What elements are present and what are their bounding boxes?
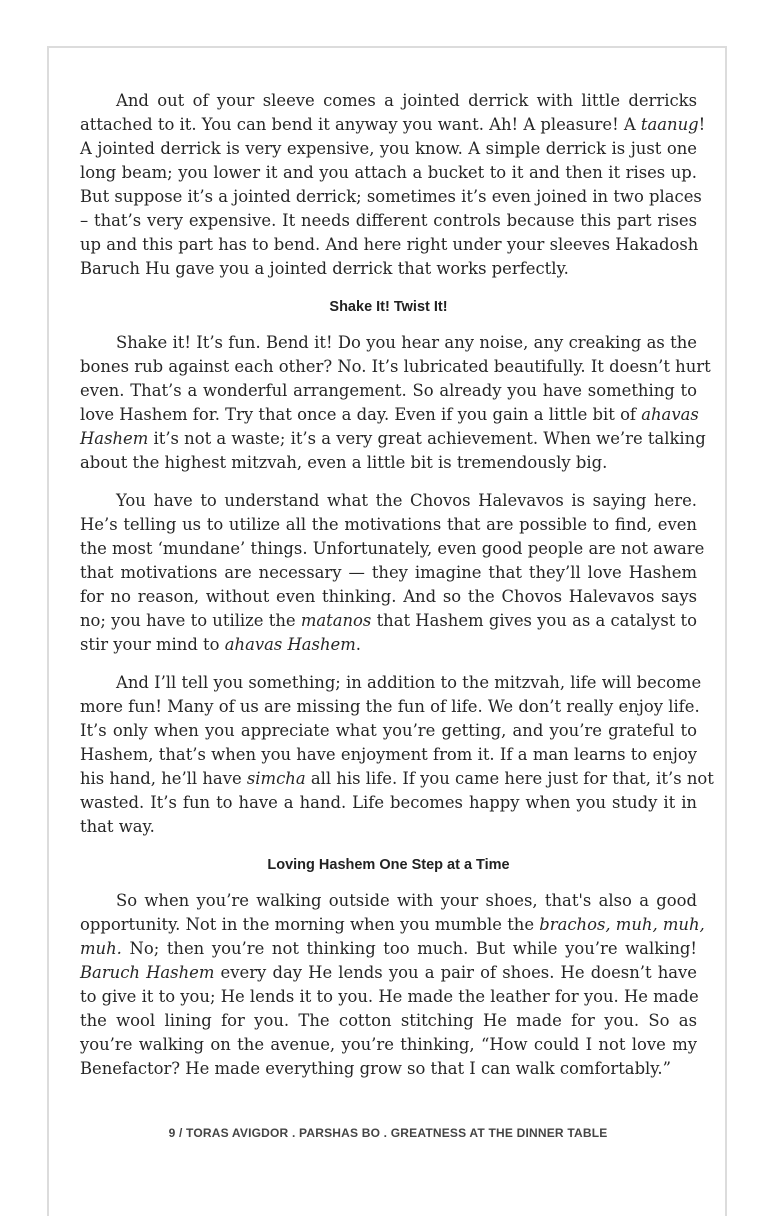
- text-run: that motivations are necessary — they imagine that they’ll love Hashem: [80, 563, 697, 582]
- text-line: [80, 427, 706, 451]
- italic-term: ahavas Hashem: [224, 635, 356, 654]
- text-run: – that’s very expensive. It needs different controls because this part rises: [80, 211, 697, 230]
- paragraph: [80, 889, 705, 1081]
- section-shake-it: [80, 331, 714, 839]
- text-run: more fun! Many of us are missing the fun of life. We don’t really enjoy life.: [80, 697, 700, 716]
- text-run: Benefactor? He made everything grow so that I can walk comfortably.”: [80, 1059, 671, 1078]
- text-line: [80, 489, 697, 513]
- text-line: [80, 185, 702, 209]
- italic-term: brachos, muh, muh,: [539, 915, 705, 934]
- text-line: [80, 561, 697, 585]
- text-line: [80, 233, 697, 257]
- text-run: He’s telling us to utilize all the motivations that are possible to find, even: [80, 515, 697, 534]
- section-heading: Loving Hashem One Step at a Time: [267, 857, 510, 873]
- section-loving-hashem: [80, 889, 705, 1081]
- text-run: about the highest mitzvah, even a little bit is tremendously big.: [80, 453, 608, 472]
- paragraph: [80, 671, 714, 839]
- text-line: [80, 695, 700, 719]
- text-run: his hand, he’ll have: [80, 769, 247, 788]
- text-line: [80, 719, 697, 743]
- text-line: [80, 161, 697, 185]
- text-line: [80, 537, 705, 561]
- text-line: [80, 609, 697, 633]
- text-line: [80, 513, 697, 537]
- text-run: that way.: [80, 817, 155, 836]
- italic-term: taanug: [640, 115, 699, 134]
- text-line: [80, 1033, 697, 1057]
- text-line: [80, 633, 697, 657]
- text-line: [80, 89, 697, 113]
- text-run: every day He lends you a pair of shoes. He doesn’t have: [214, 963, 697, 982]
- text-line: [80, 585, 697, 609]
- paragraph: [80, 89, 706, 281]
- text-run: long beam; you lower it and you attach a bucket to it and then it rises up.: [80, 163, 697, 182]
- text-line: [80, 331, 697, 355]
- italic-term: Baruch Hashem: [80, 963, 215, 982]
- text-line: [80, 379, 697, 403]
- page-content: [80, 89, 714, 1095]
- text-run: love Hashem for. Try that once a day. Even if you gain a little bit of: [80, 405, 642, 424]
- text-line: [80, 257, 697, 281]
- section-intro: [80, 89, 706, 281]
- text-line: [80, 403, 697, 427]
- text-run: .: [355, 635, 361, 654]
- text-line: [80, 985, 697, 1009]
- text-run: !: [698, 115, 706, 134]
- page-footer: 9 / TORAS AVIGDOR . PARSHAS BO . GREATNESS AT THE DINNER TABLE: [168, 1126, 608, 1140]
- text-line: [80, 767, 714, 791]
- italic-term: matanos: [300, 611, 372, 630]
- italic-term: simcha: [246, 769, 306, 788]
- text-line: [80, 937, 697, 961]
- text-run: all his life. If you came here just for that, it’s not: [305, 769, 714, 788]
- paragraph: [80, 331, 711, 475]
- text-line: [80, 961, 697, 985]
- text-line: [80, 889, 697, 913]
- paragraph: [80, 489, 705, 657]
- text-run: But suppose it’s a jointed derrick; sometimes it’s even joined in two places: [80, 187, 702, 206]
- text-run: And I’ll tell you something; in addition to the mitzvah, life will become: [116, 673, 702, 692]
- text-run: the wool lining for you. The cotton stitching He made for you. So as: [80, 1011, 697, 1030]
- text-run: Shake it! It’s fun. Bend it! Do you hear any noise, any creaking as the: [116, 333, 697, 352]
- text-run: It’s only when you appreciate what you’re getting, and you’re grateful to: [80, 721, 697, 740]
- text-run: attached to it. You can bend it anyway you want. Ah! A pleasure! A: [80, 115, 641, 134]
- text-run: You have to understand what the Chovos Halevavos is saying here.: [116, 491, 697, 510]
- text-line: [80, 815, 697, 839]
- text-line: [80, 791, 697, 815]
- text-line: [80, 1009, 697, 1033]
- text-run: it’s not a waste; it’s a very great achievement. When we’re talking: [148, 429, 706, 448]
- text-line: [80, 113, 706, 137]
- text-line: [80, 1057, 697, 1081]
- text-run: stir your mind to: [80, 635, 225, 654]
- text-line: [80, 913, 705, 937]
- italic-term: ahavas: [641, 405, 699, 424]
- text-run: the most ‘mundane’ things. Unfortunately, even good people are not aware: [80, 539, 705, 558]
- text-run: you’re walking on the avenue, you’re thinking, “How could I not love my: [80, 1035, 697, 1054]
- text-run: And out of your sleeve comes a jointed derrick with little derricks: [116, 91, 697, 110]
- text-run: that Hashem gives you as a catalyst to: [371, 611, 697, 630]
- section-heading: Shake It! Twist It!: [329, 299, 448, 315]
- text-run: to give it to you; He lends it to you. He made the leather for you. He made: [80, 987, 699, 1006]
- italic-term: muh.: [80, 939, 122, 958]
- text-run: opportunity. Not in the morning when you mumble the: [80, 915, 540, 934]
- text-run: even. That’s a wonderful arrangement. So already you have something to: [80, 381, 697, 400]
- text-line: [80, 451, 697, 475]
- text-line: [80, 209, 697, 233]
- text-run: bones rub against each other? No. It’s lubricated beautifully. It doesn’t hurt: [80, 357, 711, 376]
- text-line: [80, 743, 697, 767]
- text-line: [80, 355, 711, 379]
- text-run: Hashem, that’s when you have enjoyment from it. If a man learns to enjoy: [80, 745, 697, 764]
- text-line: [80, 671, 702, 695]
- text-run: Baruch Hu gave you a jointed derrick that works perfectly.: [80, 259, 569, 278]
- text-run: A jointed derrick is very expensive, you know. A simple derrick is just one: [80, 139, 697, 158]
- text-line: [80, 137, 697, 161]
- text-run: no; you have to utilize the: [80, 611, 301, 630]
- text-run: up and this part has to bend. And here right under your sleeves Hakadosh: [80, 235, 699, 254]
- italic-term: Hashem: [80, 429, 149, 448]
- text-run: for no reason, without even thinking. And so the Chovos Halevavos says: [80, 587, 697, 606]
- text-run: No; then you’re not thinking too much. But while you’re walking!: [121, 939, 697, 958]
- text-run: wasted. It’s fun to have a hand. Life becomes happy when you study it in: [80, 793, 697, 812]
- text-run: So when you’re walking outside with your shoes, that's also a good: [116, 891, 697, 910]
